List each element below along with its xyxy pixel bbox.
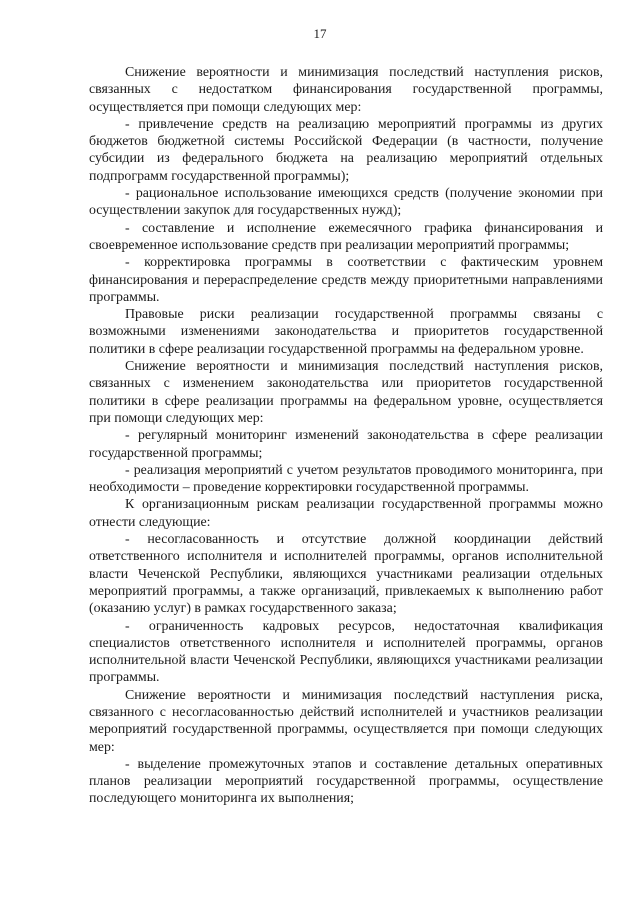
list-item-inconsistency: - несогласованность и отсутствие должной координации действий ответственного исполнителя и исполнителей программы, органов исполнительной власти Чеченской Республики, являющихся участниками реализации отдельных мероприятий программы, а также организаций, привлекаемых к выполнению работ (оказанию услуг) в рамках государственного заказа;: [89, 532, 603, 617]
list-item-rational-use: - рациональное использование имеющихся средств (получение экономии при осуществлении закупок для государственных нужд);: [89, 186, 603, 219]
page-body: [89, 64, 603, 808]
list-item-intermediate-stages: - выделение промежуточных этапов и составление детальных оперативных планов реализации мероприятий государственной программы, осуществление последующего мониторинга их выполнения;: [89, 756, 603, 807]
paragraph-legal-risks: Правовые риски реализации государственной программы связаны с возможными изменениями законодательства и приоритетов государственной политики в сфере реализации государственной программы на федеральном уровне.: [89, 307, 603, 357]
list-item-limited-staff: - ограниченность кадровых ресурсов, недостаточная квалификация специалистов ответственного исполнителя и исполнителей программы, органов исполнительной власти Чеченской Республики, являющихся участниками реализации программы.: [89, 618, 603, 686]
paragraph-funding-risk-intro: Снижение вероятности и минимизация последствий наступления рисков, связанных с недостатком финансирования государственной программы, осуществляется при помощи следующих мер:: [89, 65, 603, 115]
page-number: 17: [313, 26, 327, 41]
list-item-monthly-schedule: - составление и исполнение ежемесячного графика финансирования и своевременное использование средств при реализации мероприятий программы;: [89, 220, 603, 253]
paragraph-org-risk-mitigation: Снижение вероятности и минимизация последствий наступления риска, связанного с несогласованностью действий исполнителей и участников реализации мероприятий государственной программы, осуществляется при помощи следующих мер:: [89, 687, 603, 755]
list-item-monitoring: - регулярный мониторинг изменений законодательства в сфере реализации государственной программы;: [89, 428, 603, 461]
list-item-monitoring-results: - реализация мероприятий с учетом результатов проводимого мониторинга, при необходимости – проведение корректировки государственной программы.: [89, 462, 603, 496]
paragraph-organizational-risks: К организационным рискам реализации государственной программы можно отнести следующие:: [89, 497, 603, 530]
paragraph-legal-risk-mitigation: Снижение вероятности и минимизация последствий наступления рисков, связанных с изменением законодательства или приоритетов государственной политики в сфере реализации программы на федеральном уровне, осуществляется при помощи следующих мер:: [89, 359, 603, 426]
list-item-program-adjustment: - корректировка программы в соответствии с фактическим уровнем финансирования и перераспределение средств между приоритетными направлениями программы.: [89, 255, 603, 305]
list-item-attract-funds: - привлечение средств на реализацию мероприятий программы из других бюджетов бюджетной системы Российской Федерации (в частности, получение субсидии из федерального бюджета на реализацию мероприятий отдельных подпрограмм государственной программы);: [89, 116, 603, 184]
